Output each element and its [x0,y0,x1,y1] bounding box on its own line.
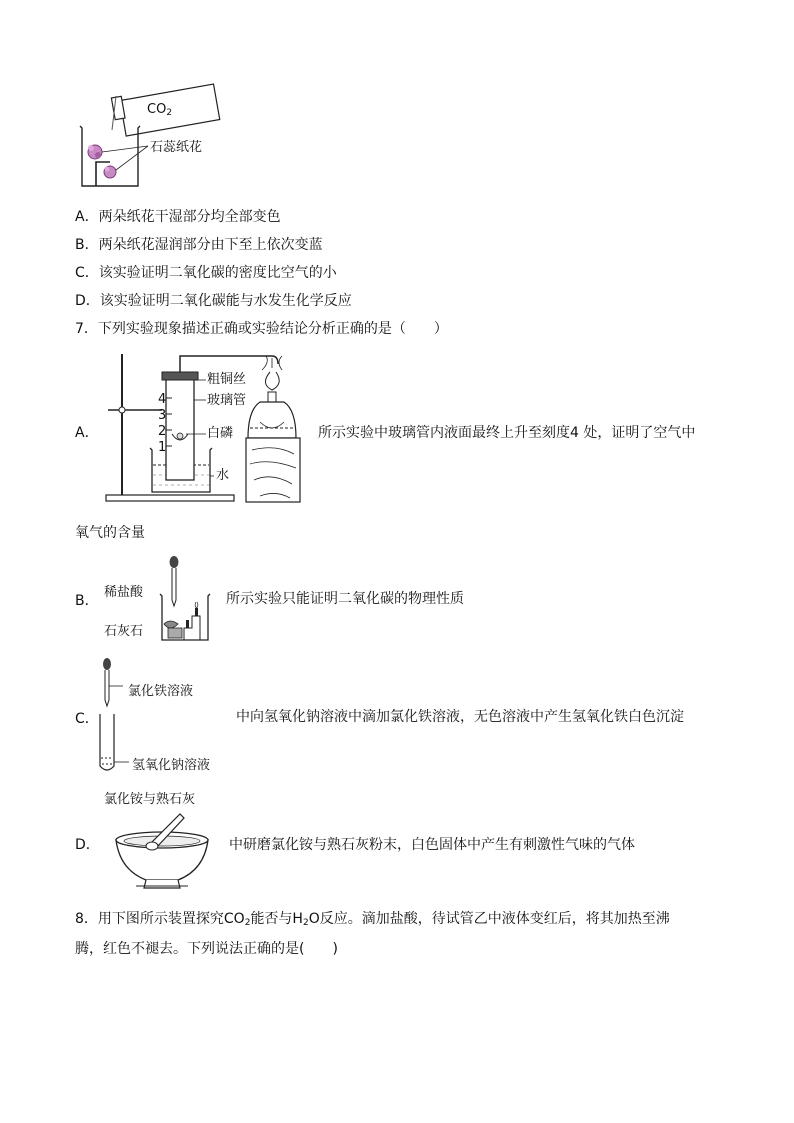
limestone-acid-apparatus [150,554,220,644]
co2-label: $CO_2$ [147,102,173,118]
q7-a-text-cont: 氧气的含量 [75,525,145,541]
scale-3: 3 [158,408,167,423]
naoh-label: 氢氧化钠溶液 [132,758,211,773]
q7-b-text: 所示实验只能证明二氧化碳的物理性质 [226,591,464,607]
litmus-flower-upper [88,145,102,159]
limestone-label: 石灰石 [104,624,144,639]
scale-1: 1 [158,440,167,455]
scale-4: 4 [158,392,167,407]
fecl3-label: 氯化铁溶液 [128,684,194,699]
co2-litmus-diagram [70,78,230,193]
q8-line-2: 腾，红色不褪去。下列说法正确的是( ) [75,941,338,957]
water-label: 水 [216,468,230,483]
white-phosphorus-label: 白磷 [207,426,234,441]
q7-b-letter: B． [75,593,99,609]
q6-option-c: C．该实验证明二氧化碳的密度比空气的小 [75,265,337,281]
q8-line-1: 8．用下图所示装置探究$CO_2$能否与$H_2O$反应。滴加盐酸，待试管乙中液体变红后，将其加热至沸 [75,911,670,928]
scale-2: 2 [158,424,167,439]
litmus-flower-label: 石蕊纸花 [150,140,203,155]
q7-c-letter: C． [75,711,99,727]
dilute-hcl-label: 稀盐酸 [104,585,144,600]
q6-option-b: B．两朵纸花湿润部分由下至上依次变蓝 [75,237,323,253]
q7-d-letter: D． [75,837,100,853]
litmus-flower-lower [104,166,116,178]
q7-a-text: 所示实验中玻璃管内液面最终上升至刻度4 处，证明了空气中 [318,425,696,441]
q7-c-text: 中向氢氧化钠溶液中滴加氯化铁溶液，无色溶液中产生氢氧化铁白色沉淀 [236,709,684,725]
q6-option-d: D．该实验证明二氧化碳能与水发生化学反应 [75,293,352,309]
copper-wire-label: 粗铜丝 [207,372,247,387]
glass-tube-label: 玻璃管 [207,393,247,408]
nh4cl-lime-label: 氯化铵与熟石灰 [104,792,196,807]
q6-option-a: A．两朵纸花干湿部分均全部变色 [75,209,281,225]
mortar-pestle [110,810,215,894]
q7-stem: 7．下列实验现象描述正确或实验结论分析正确的是（ ） [75,321,448,337]
q7-a-letter: A． [75,425,99,441]
q7-d-text: 中研磨氯化铵与熟石灰粉末，白色固体中产生有刺激性气味的气体 [229,837,635,853]
fecl3-naoh-apparatus [95,656,135,776]
